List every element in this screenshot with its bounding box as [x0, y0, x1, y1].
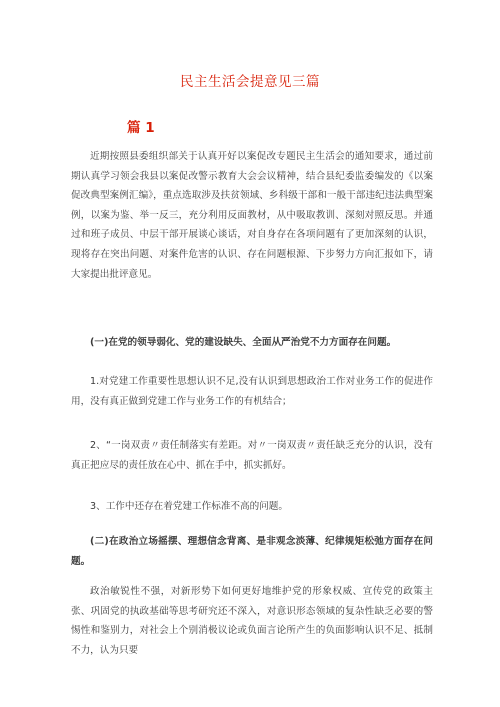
paragraph-intro: 近期按照县委组织部关于认真开好以案促改专题民主生活会的通知要求，通过前期认真学习领会我县以案促改警示教育大会会议精神，结合县纪委监委编发的《以案促改典型案例汇编》，重点选取涉及扶贫领域、乡科级干部和一般干部违纪违法典型案例，以案为鉴、举一反三，充分利用反面教材，从中吸取教训、深刻对照反思。并通过和班子成员、中层干部开展谈心谈话，对自身存在各项问题有了更加深刻的认识，现将存在突出问题、对案件危害的认识、存在问题根源、下步努力方向汇报如下，请大家提出批评意见。 [71, 151, 433, 280]
paragraph-item-1: 1.对党建工作重要性思想认识不足,没有认识到思想政治工作对业务工作的促进作用，没有真正做到党建工作与业务工作的有机结合； [71, 376, 433, 407]
paragraph-subheading-2: (二)在政治立场摇摆、理想信念背离、是非观念淡薄、纪律规矩松弛方面存在问题。 [71, 536, 433, 567]
paragraph-item-2: 2、“一岗双责〃责任制落实有差距。对〃一岗双责〃责任缺乏充分的认识，没有真正把应尽的责任放在心中、抓在手中，抓实抓好。 [71, 440, 433, 471]
paragraph-body: 政治敏锐性不强，对新形势下如何更好地维护党的形象权威、宣传党的政策主张、巩固党的执政基础等思考研究还不深入，对意识形态领域的复杂性缺乏必要的警惕性和鉴别力，对社会上个别消极议论或负面言论所产生的负面影响认识不足、抵制不力，认为只要 [71, 586, 433, 656]
document-title: 民主生活会提意见三篇 [180, 74, 320, 90]
paragraph-subheading-1: (一)在党的领导弱化、党的建设缺失、全面从严治党不力方面存在问题。 [90, 337, 397, 348]
paragraph-item-3: 3、工作中还存在着党建工作标准不高的问题。 [90, 501, 288, 512]
section-heading: 篇 1 [127, 120, 155, 136]
